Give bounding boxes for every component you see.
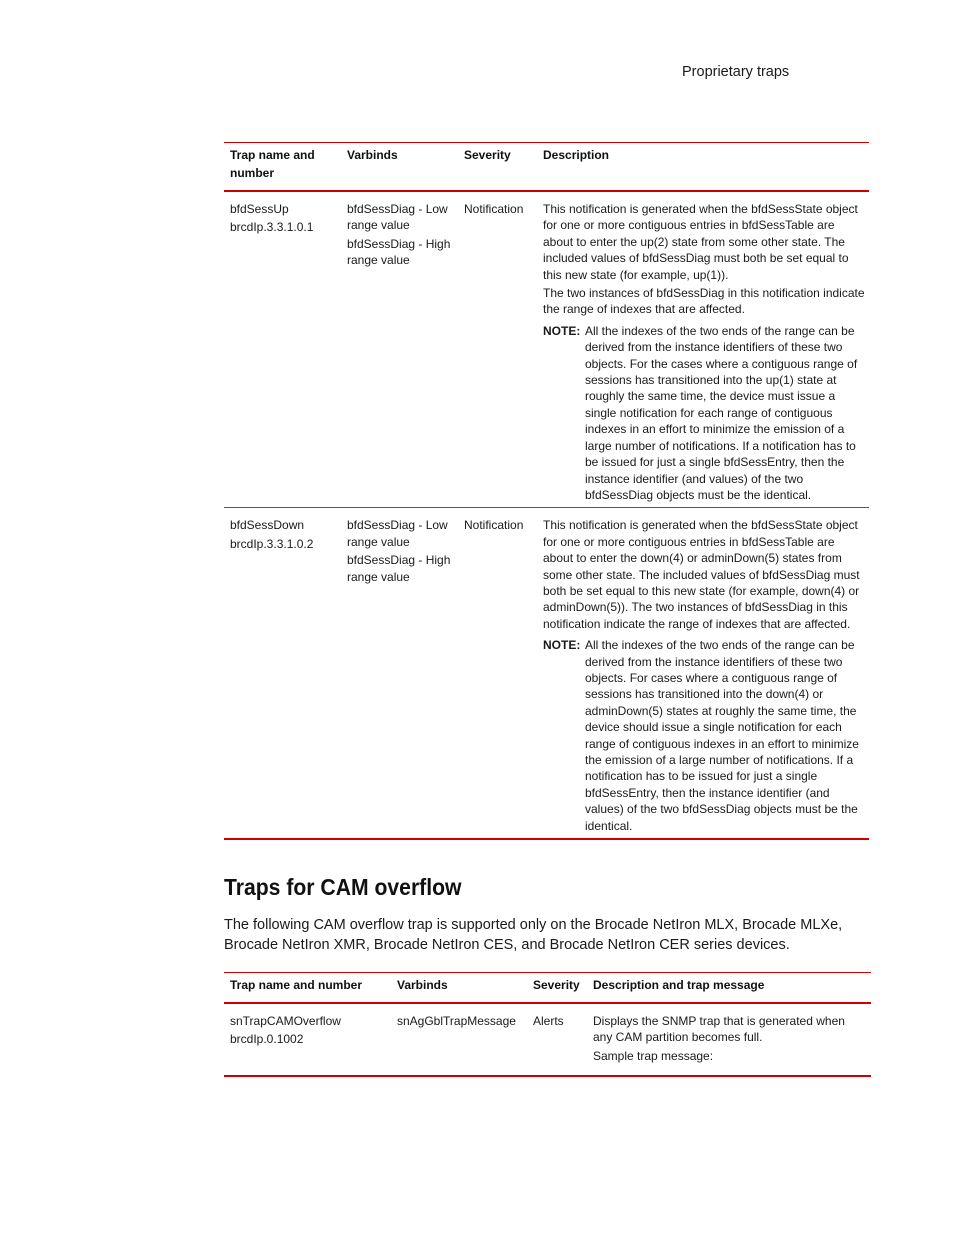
column-header: Severity xyxy=(527,973,587,1004)
running-header: Proprietary traps xyxy=(682,64,790,80)
varbind: bfdSessDiag - Low range value xyxy=(347,518,448,549)
trap-number: brcdIp.3.3.1.0.1 xyxy=(230,220,314,235)
column-header: Description and trap message xyxy=(587,973,871,1004)
trap-name: bfdSessDown xyxy=(230,518,305,533)
cam-overflow-table xyxy=(224,972,871,1077)
description-paragraph: Sample trap message: xyxy=(593,1048,714,1063)
section-intro: The following CAM overflow trap is supported only on the Brocade NetIron MLX, Brocade MLXe, Brocade NetIron XMR, Brocade NetIron CES, and Brocade NetIron CER series devices. xyxy=(224,917,843,953)
column-header: Description xyxy=(537,143,869,192)
column-header: Trap name and number xyxy=(224,143,341,192)
varbind: snAgGblTrapMessage xyxy=(397,1014,516,1028)
note-label: NOTE: xyxy=(543,638,581,653)
description-paragraph: The two instances of bfdSessDiag in this notification indicate the range of indexes that are affected. xyxy=(543,286,865,317)
bfd-traps-table xyxy=(224,142,869,840)
trap-number: brcdIp.0.1002 xyxy=(230,1032,304,1047)
note-label: NOTE: xyxy=(543,323,581,338)
note-text: All the indexes of the two ends of the range can be derived from the instance identifiers of these two objects. For the cases where a contiguous range of sessions has transitioned into the up(1) state at roughly the same time, the device must issue a single notification for each range of contiguous indexes in an effort to minimize the emission of a large number of notifications. If a notification has to be issued for just a single bfdSessEntry, then the instance identifier (and values) of the two bfdSessDiag objects must be the identical. xyxy=(585,323,858,502)
column-header: Varbinds xyxy=(391,973,527,1004)
trap-name: snTrapCAMOverflow xyxy=(230,1014,341,1028)
varbind: bfdSessDiag - High range value xyxy=(347,236,451,268)
varbind: bfdSessDiag - Low range value xyxy=(347,202,448,233)
table-row xyxy=(224,191,869,508)
description-paragraph: This notification is generated when the bfdSessState object for one or more contiguous entries in bfdSessTable are about to enter the down(4) or adminDown(5) states from some other state. The included values of bfdSessDiag must both be set equal to this new state (for example, down(4) or adminDown(5)). The two instances of bfdSessDiag in this notification indicate the range of indexes that are affected. xyxy=(543,518,860,631)
section-heading: Traps for CAM overflow xyxy=(224,874,462,900)
severity: Notification xyxy=(464,518,524,533)
description-paragraph: Displays the SNMP trap that is generated when any CAM partition becomes full. xyxy=(593,1014,845,1045)
note-text: All the indexes of the two ends of the range can be derived from the instance identifiers of these two objects. For cases where a contiguous range of sessions has transitioned into the down(4) or adminDown(5) states at roughly the same time, the device should issue a single notification for each range of contiguous indexes in an effort to minimize the emission of a large number of notifications. If a notification has to be issued for just a single bfdSessEntry, then the instance identifier (and values) of the two bfdSessDiag objects must be the identical. xyxy=(585,638,859,833)
table-header-row xyxy=(224,973,871,1004)
description-paragraph: This notification is generated when the bfdSessState object for one or more contiguous entries in bfdSessTable are about to enter the up(2) state from some other state. The included values of bfdSessDiag must both be set equal to this new state (for example, up(1)). xyxy=(543,202,858,282)
column-header: Trap name and number xyxy=(224,973,391,1004)
column-header: Severity xyxy=(458,143,537,192)
note xyxy=(543,637,867,834)
trap-number: brcdIp.3.3.1.0.2 xyxy=(230,536,314,551)
table-header-row xyxy=(224,143,869,192)
note xyxy=(543,323,867,503)
severity: Alerts xyxy=(533,1014,564,1028)
trap-name: bfdSessUp xyxy=(230,202,289,216)
severity: Notification xyxy=(464,202,524,216)
varbind: bfdSessDiag - High range value xyxy=(347,553,451,584)
table-row xyxy=(224,1003,871,1076)
table-row xyxy=(224,508,869,839)
column-header: Varbinds xyxy=(341,143,458,192)
